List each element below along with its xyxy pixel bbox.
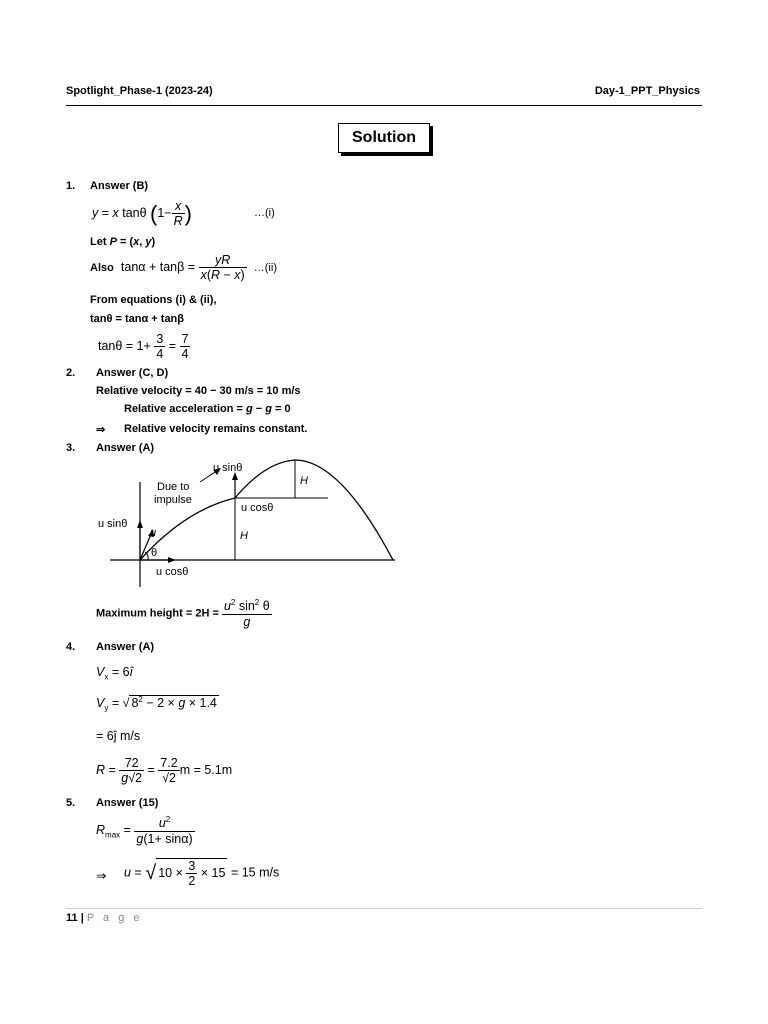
q1-eq1-label: …(i) bbox=[254, 207, 275, 219]
q2-answer: Answer (C, D) bbox=[96, 367, 169, 379]
projectile-diagram bbox=[90, 452, 410, 592]
label-u: u bbox=[150, 527, 157, 539]
q1-tan-sum: tanθ = tanα + tanβ bbox=[90, 313, 184, 325]
q4-answer: Answer (A) bbox=[96, 641, 155, 653]
label-ucos-bottom: u cosθ bbox=[156, 566, 189, 578]
q5-number: 5. bbox=[66, 797, 76, 809]
footer-rule bbox=[66, 908, 702, 909]
q2-number: 2. bbox=[66, 367, 76, 379]
q5-answer: Answer (15) bbox=[96, 797, 159, 809]
page-number: 11 bbox=[66, 912, 78, 924]
q4-vx: $V_x$ = 6î bbox=[96, 665, 134, 682]
header-rule bbox=[66, 105, 702, 106]
q1-from-equations: From equations (i) & (ii), bbox=[90, 294, 217, 306]
q1-equation-1: y = x tanθ (1− $\frac{x}{R}$ ) bbox=[92, 199, 192, 229]
q1-answer: Answer (B) bbox=[90, 180, 149, 192]
page-separator: | bbox=[80, 912, 84, 924]
q2-arrow: ⇒ bbox=[96, 424, 106, 436]
label-due-to: Due to bbox=[157, 481, 190, 493]
q1-let-line: Let P = (x, y) bbox=[90, 236, 156, 248]
q5-rmax: $R_{max}$ = $\frac{u^2}{g(1+ \sin\alpha)}$ bbox=[96, 815, 193, 846]
q5-arrow: ⇒ bbox=[96, 869, 107, 883]
q1-number: 1. bbox=[66, 180, 76, 192]
page-footer bbox=[66, 912, 143, 924]
ucos-arrow-head bbox=[168, 557, 176, 563]
label-impulse: impulse bbox=[154, 494, 192, 506]
label-theta: θ bbox=[151, 547, 158, 559]
page-word: P a g e bbox=[86, 912, 143, 924]
label-h-mid: H bbox=[240, 530, 248, 542]
q3-number: 3. bbox=[66, 442, 76, 454]
label-h-top: H bbox=[300, 475, 308, 487]
q3-max-height: Maximum height = 2H = $\frac{u^2 \sin^2 \theta}{g}$ bbox=[96, 598, 270, 629]
label-usin-left: u sinθ bbox=[98, 518, 128, 530]
q4-vy-result: = 6ĵ m/s bbox=[96, 729, 141, 743]
q2-relative-velocity: Relative velocity = 40 − 30 m/s = 10 m/s bbox=[96, 385, 301, 397]
label-ucos-mid: u cosθ bbox=[241, 502, 274, 514]
q2-conclusion: Relative velocity remains constant. bbox=[124, 423, 308, 435]
header-left: Spotlight_Phase-1 (2023-24) bbox=[66, 85, 213, 97]
header-right: Day-1_PPT_Physics bbox=[594, 85, 700, 97]
q1-tan-result: tanθ = 1+ $\frac{3}{4}$ = $\frac{7}{4}$ bbox=[98, 332, 189, 362]
label-usin-top: u sinθ bbox=[213, 462, 243, 474]
q4-number: 4. bbox=[66, 641, 76, 653]
q4-vy: $V_y$ = √ $8^2 - 2 \times g \times 1.4$ bbox=[96, 695, 217, 713]
q3-answer: Answer (A) bbox=[96, 442, 155, 454]
q5-u-value: u = √ 10 × $\frac{3}{2}$ × 15 = 15 m/s bbox=[124, 859, 280, 889]
solution-title: Solution bbox=[338, 123, 430, 153]
q2-relative-acceleration: Relative acceleration = g − g = 0 bbox=[124, 403, 291, 415]
q4-range: R = $\frac{72}{g√2}$ = $\frac{7.2}{√2}$ m = 5.1m bbox=[96, 756, 233, 786]
usin-arrow-head bbox=[137, 520, 143, 528]
q1-equation-2: Also tanα + tanβ = $\frac{yR}{x(R - x)}$ …(ii) bbox=[90, 253, 277, 283]
